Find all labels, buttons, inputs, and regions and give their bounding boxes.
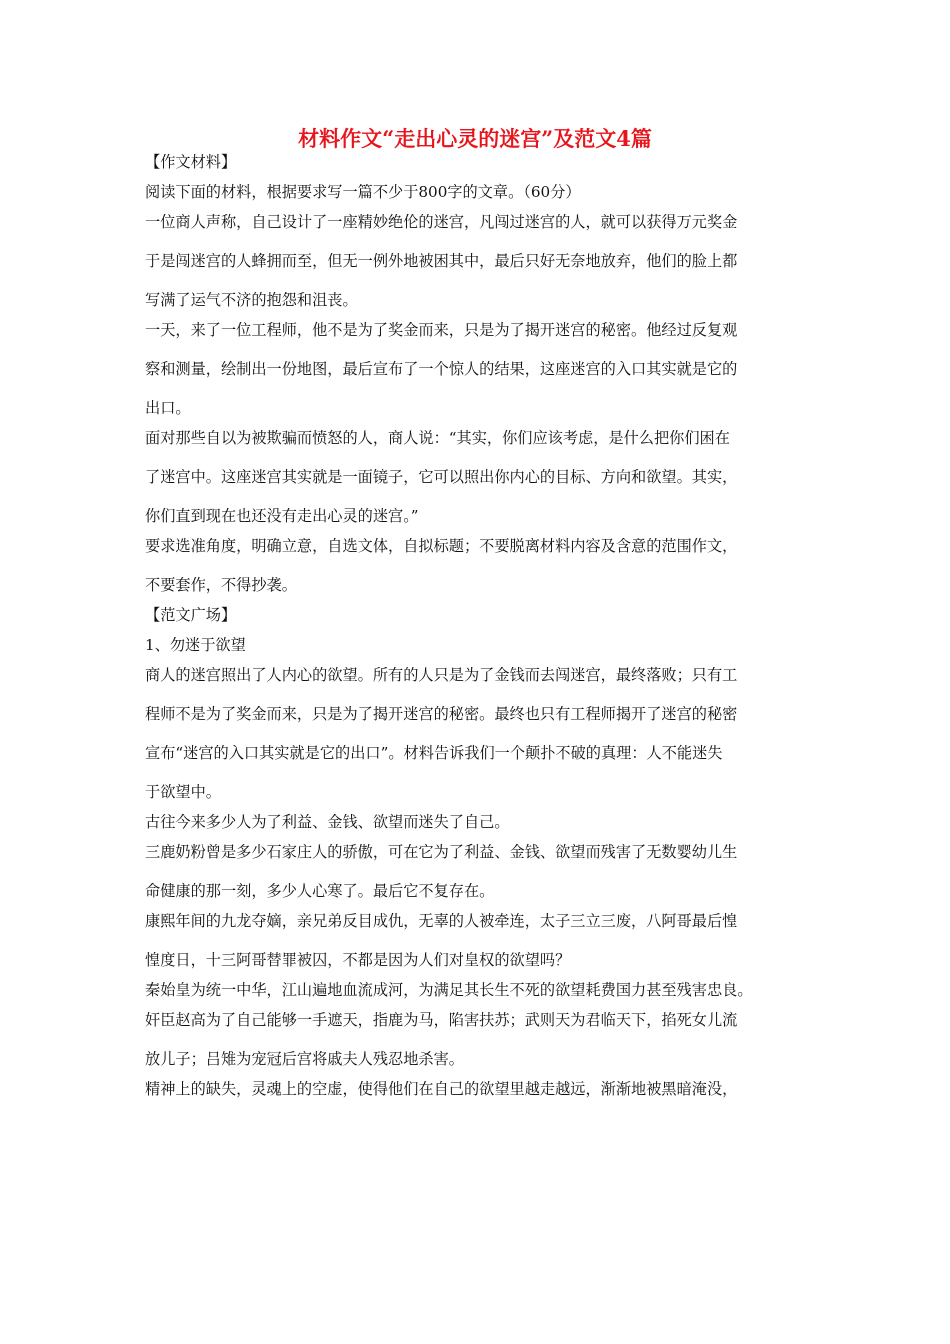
text-line: 商人的迷宫照出了人内心的欲望。所有的人只是为了金钱而去闯迷宫，最终落败；只有工 <box>145 666 738 684</box>
text-line: 惶度日，十三阿哥替罪被囚，不都是因为人们对皇权的欲望吗？ <box>145 951 571 969</box>
text-line: 放儿子；吕雉为宠冠后宫将戚夫人残忍地杀害。 <box>145 1050 464 1068</box>
text-line: 面对那些自以为被欺骗而愤怒的人，商人说：“其实，你们应该考虑，是什么把你们困在 <box>145 429 730 447</box>
text-line: 精神上的缺失，灵魂上的空虚，使得他们在自己的欲望里越走越远，渐渐地被黑暗淹没， <box>145 1080 738 1098</box>
text-line: 于欲望中。 <box>145 783 221 801</box>
text-line: 【范文广场】 <box>145 606 237 624</box>
text-line: 三鹿奶粉曾是多少石家庄人的骄傲，可在它为了利益、金钱、欲望而残害了无数婴幼儿生 <box>145 843 738 861</box>
text-line: 宣布“迷宫的入口其实就是它的出口”。材料告诉我们一个颠扑不破的真理：人不能迷失 <box>145 744 723 762</box>
text-line: 了迷宫中。这座迷宫其实就是一面镜子，它可以照出你内心的目标、方向和欲望。其实， <box>145 468 738 486</box>
text-line: 察和测量，绘制出一份地图，最后宣布了一个惊人的结果，这座迷宫的入口其实就是它的 <box>145 360 738 378</box>
text-line: 阅读下面的材料，根据要求写一篇不少于800字的文章。（60分） <box>145 183 581 201</box>
text-line: 命健康的那一刻，多少人心寒了。最后它不复存在。 <box>145 882 495 900</box>
text-line: 一天，来了一位工程师，他不是为了奖金而来，只是为了揭开迷宫的秘密。他经过反复观 <box>145 321 738 339</box>
text-line: 不要套作，不得抄袭。 <box>145 576 297 594</box>
text-line: 奸臣赵高为了自己能够一手遮天，指鹿为马，陷害扶苏；武则天为君临天下，掐死女儿流 <box>145 1011 738 1029</box>
text-line: 出口。 <box>145 399 191 417</box>
text-line: 要求选准角度，明确立意，自选文体，自拟标题；不要脱离材料内容及含意的范围作文， <box>145 537 738 555</box>
text-line: 程师不是为了奖金而来，只是为了揭开迷宫的秘密。最终也只有工程师揭开了迷宫的秘密 <box>145 705 738 723</box>
text-line: 秦始皇为统一中华，江山遍地血流成河，为满足其长生不死的欲望耗费国力甚至残害忠良。 <box>145 981 753 999</box>
text-line: 1、勿迷于欲望 <box>145 636 246 654</box>
text-line: 康熙年间的九龙夺嫡，亲兄弟反目成仇，无辜的人被牵连，太子三立三废，八阿哥最后惶 <box>145 912 738 930</box>
document-title: 材料作文“走出心灵的迷宫”及范文4篇 <box>298 126 652 151</box>
text-line: 于是闯迷宫的人蜂拥而至，但无一例外地被困其中，最后只好无奈地放弃，他们的脸上都 <box>145 252 738 270</box>
text-line: 你们直到现在也还没有走出心灵的迷宫。” <box>145 507 419 525</box>
text-line: 一位商人声称，自己设计了一座精妙绝伦的迷宫，凡闯过迷宫的人，就可以获得万元奖金 <box>145 213 738 231</box>
text-line: 写满了运气不济的抱怨和沮丧。 <box>145 291 358 309</box>
document-body <box>145 150 807 1099</box>
text-line: 古往今来多少人为了利益、金钱、欲望而迷失了自己。 <box>145 813 510 831</box>
text-line: 【作文材料】 <box>145 153 237 171</box>
